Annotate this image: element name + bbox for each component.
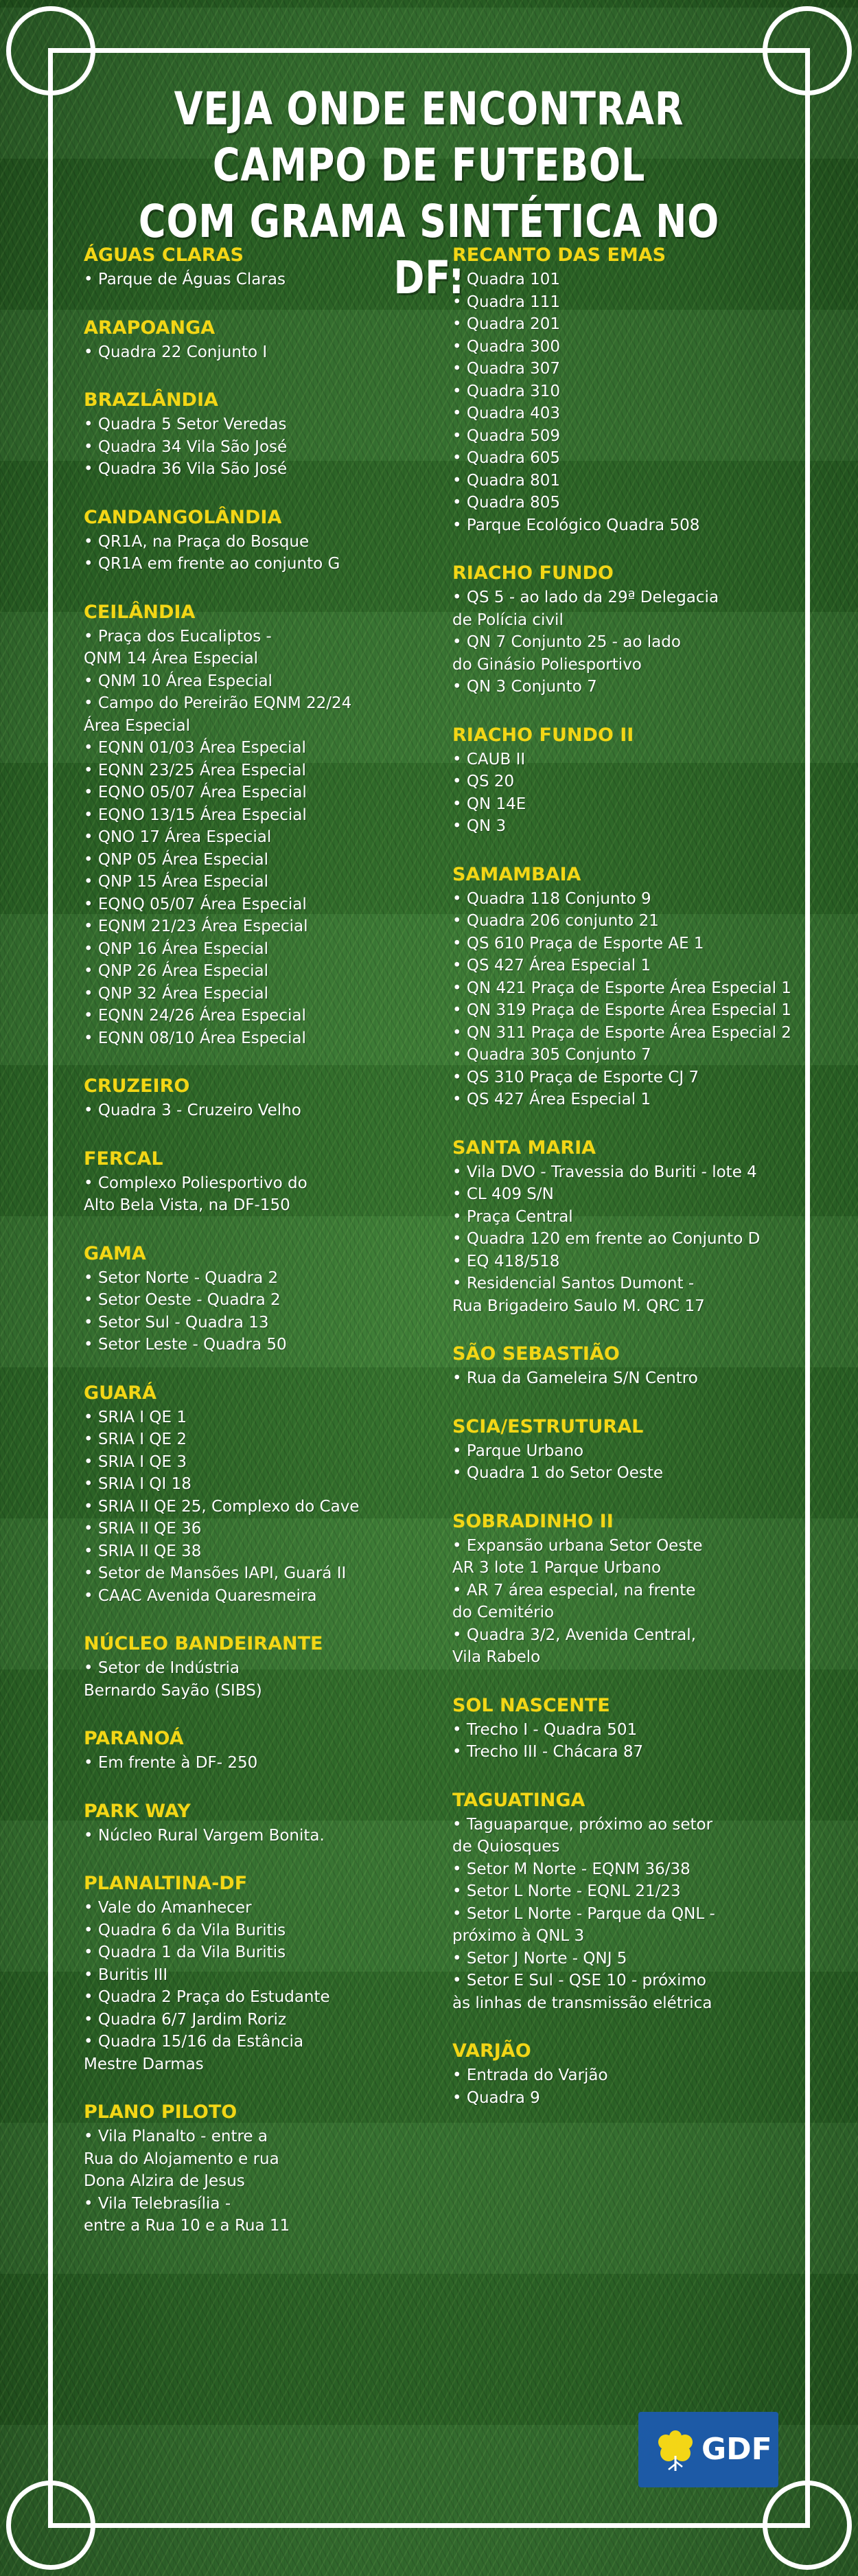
region-name: BRAZLÂNDIA <box>84 389 218 411</box>
location-item: • Setor J Norte - QNJ 5 <box>452 1949 627 1968</box>
title-line-1: VEJA ONDE ENCONTRAR CAMPO DE FUTEBOL <box>174 82 684 192</box>
location-item: • SRIA I QE 1 <box>84 1408 187 1426</box>
gdf-logo <box>638 2412 778 2487</box>
region-block <box>452 863 823 1111</box>
region-name: SCIA/ESTRUTURAL <box>452 1415 644 1437</box>
location-item: • QR1A, na Praça do Bosque <box>84 532 310 551</box>
region-block <box>452 1510 823 1669</box>
location-item: • Quadra 36 Vila São José <box>84 460 288 478</box>
region-block <box>452 244 823 536</box>
location-item: • Quadra 403 <box>452 404 561 422</box>
region-name: PARK WAY <box>84 1800 191 1822</box>
location-item: • Quadra 3/2, Avenida Central, Vila Rabelo <box>452 1626 696 1666</box>
location-item: • Parque de Águas Claras <box>84 271 286 288</box>
location-item: • Campo do Pereirão EQNM 22/24 Área Especial <box>84 694 352 735</box>
region-block <box>84 1632 454 1702</box>
region-name: TAGUATINGA <box>452 1789 585 1811</box>
title-line-2: COM GRAMA SINTÉTICA NO DF: <box>138 195 720 304</box>
location-item: • Quadra 509 <box>452 426 561 445</box>
region-block <box>84 1872 454 2075</box>
location-item: • SRIA II QE 25, Complexo do Cave <box>84 1497 360 1516</box>
location-item: • CL 409 S/N <box>452 1185 554 1203</box>
region-name: CANDANGOLÂNDIA <box>84 506 282 528</box>
location-item: • QN 311 Praça de Esporte Área Especial 2 <box>452 1023 791 1042</box>
region-name: SAMAMBAIA <box>452 863 581 885</box>
location-item: • Setor Leste - Quadra 50 <box>84 1336 287 1354</box>
location-item: • QN 319 Praça de Esporte Área Especial 1 <box>452 1001 791 1019</box>
region-block <box>84 1727 454 1775</box>
location-item: • Quadra 22 Conjunto I <box>84 343 268 361</box>
location-item: • EQNO 05/07 Área Especial <box>84 784 307 801</box>
region-name: SÃO SEBASTIÃO <box>452 1343 620 1365</box>
location-item: • Quadra 111 <box>452 293 561 311</box>
location-item: • EQNQ 05/07 Área Especial <box>84 895 307 913</box>
location-item: • QS 20 <box>452 773 515 790</box>
region-block <box>452 2040 823 2109</box>
region-name: GAMA <box>84 1242 146 1264</box>
region-block <box>84 1075 454 1122</box>
location-item: • Quadra 310 <box>452 382 561 400</box>
location-item: • QNP 16 Área Especial <box>84 939 268 958</box>
location-item: • Quadra 118 Conjunto 9 <box>452 889 651 908</box>
corner-arc-top-left <box>6 6 95 95</box>
region-name: ARAPOANGA <box>84 317 216 339</box>
location-item: • Complexo Poliesportivo do Alto Bela Vista, na DF-150 <box>84 1174 308 1214</box>
location-item: • Quadra 101 <box>452 271 561 288</box>
location-item: • Taguaparque, próximo ao setor de Quiosques <box>452 1815 713 1856</box>
region-block <box>452 724 823 838</box>
location-item: • Setor de Indústria Bernardo Sayão (SIBS) <box>84 1659 262 1700</box>
location-item: • Quadra 1 da Vila Buritis <box>84 1944 286 1961</box>
location-item: • Quadra 9 <box>452 2088 540 2107</box>
region-block <box>452 1137 823 1318</box>
location-item: • Setor Norte - Quadra 2 <box>84 1268 279 1287</box>
location-item: • QN 421 Praça de Esporte Área Especial 1 <box>452 979 791 997</box>
location-item: • Quadra 1 do Setor Oeste <box>452 1464 664 1482</box>
region-block <box>84 1242 454 1356</box>
location-item: • Trecho III - Chácara 87 <box>452 1743 644 1761</box>
location-item: • Quadra 201 <box>452 315 561 333</box>
location-item: • Vale do Amanhecer <box>84 1899 252 1917</box>
location-item: • QNP 15 Área Especial <box>84 873 268 891</box>
location-item: • Quadra 305 Conjunto 7 <box>452 1046 651 1064</box>
location-item: • Vila DVO - Travessia do Buriti - lote 4 <box>452 1163 757 1181</box>
location-item: • Quadra 605 <box>452 449 561 467</box>
region-block <box>84 1148 454 1217</box>
region-block <box>84 2101 454 2237</box>
region-name: CRUZEIRO <box>84 1075 190 1097</box>
region-block <box>84 1382 454 1608</box>
location-item: • Quadra 206 conjunto 21 <box>452 912 659 930</box>
location-item: • Quadra 6 da Vila Buritis <box>84 1921 286 1939</box>
location-item: • QS 610 Praça de Esporte AE 1 <box>452 934 704 953</box>
region-block <box>84 506 454 575</box>
location-item: • EQNN 24/26 Área Especial <box>84 1007 306 1025</box>
location-item: • Vila Telebrasília - entre a Rua 10 e a Rua 11 <box>84 2194 290 2235</box>
location-item: • QN 7 Conjunto 25 - ao lado do Ginásio Poliesportivo <box>452 633 681 674</box>
location-item: • Residencial Santos Dumont - Rua Brigadeiro Saulo M. QRC 17 <box>452 1275 705 1315</box>
location-item: • Setor E Sul - QSE 10 - próximo às linhas de transmissão elétrica <box>452 1972 712 2012</box>
location-item: • Buritis III <box>84 1965 168 1984</box>
region-name: GUARÁ <box>84 1382 156 1404</box>
location-item: • QNO 17 Área Especial <box>84 828 272 846</box>
location-item: • SRIA I QE 2 <box>84 1431 187 1448</box>
location-item: • Quadra 801 <box>452 471 561 490</box>
location-item: • Núcleo Rural Vargem Bonita. <box>84 1826 325 1845</box>
location-item: • Vila Planalto - entre a Rua do Alojamento e rua Dona Alzira de Jesus <box>84 2128 279 2190</box>
region-name: RECANTO DAS EMAS <box>452 244 666 266</box>
location-item: • Quadra 805 <box>452 494 561 512</box>
corner-arc-bottom-right <box>763 2481 852 2570</box>
region-name: RIACHO FUNDO II <box>452 724 634 746</box>
location-item: • EQNM 21/23 Área Especial <box>84 917 308 935</box>
ipe-flower-icon <box>651 2426 700 2475</box>
region-block <box>452 1343 823 1390</box>
region-name: VARJÃO <box>452 2040 531 2062</box>
corner-arc-top-right <box>763 6 852 95</box>
location-item: • Quadra 15/16 da Estância Mestre Darmas <box>84 2033 304 2073</box>
region-name: PLANALTINA-DF <box>84 1873 248 1894</box>
location-item: • QNM 10 Área Especial <box>84 672 273 690</box>
location-item: • QS 427 Área Especial 1 <box>452 957 651 974</box>
location-item: • Parque Urbano <box>452 1441 584 1460</box>
location-item: • CAUB II <box>452 750 526 768</box>
region-block <box>452 1415 823 1485</box>
location-item: • Quadra 300 <box>452 337 561 356</box>
location-item: • Setor de Mansões IAPI, Guará II <box>84 1564 347 1582</box>
location-item: • EQ 418/518 <box>452 1252 560 1270</box>
gdf-logo-text: GDF <box>702 2432 772 2467</box>
location-item: • QR1A em frente ao conjunto G <box>84 555 340 573</box>
location-item: • EQNN 01/03 Área Especial <box>84 739 306 757</box>
location-item: • Quadra 34 Vila São José <box>84 437 288 456</box>
right-column <box>452 244 823 2109</box>
region-block <box>452 1694 823 1764</box>
region-name: SOBRADINHO II <box>452 1510 614 1532</box>
corner-arc-bottom-left <box>6 2481 95 2570</box>
location-item: • Setor L Norte - Parque da QNL - próximo à QNL 3 <box>452 1904 715 1945</box>
region-block <box>84 317 454 364</box>
location-item: • SRIA I QI 18 <box>84 1475 192 1493</box>
region-block <box>84 244 454 291</box>
location-item: • QN 3 <box>452 817 507 835</box>
location-item: • Praça Central <box>452 1207 573 1226</box>
location-item: • Setor L Norte - EQNL 21/23 <box>452 1882 681 1900</box>
location-item: • QN 3 Conjunto 7 <box>452 678 597 696</box>
location-item: • EQNN 08/10 Área Especial <box>84 1029 306 1047</box>
region-name: PLANO PILOTO <box>84 2101 237 2123</box>
location-item: • SRIA I QE 3 <box>84 1452 187 1471</box>
location-item: • QN 14E <box>452 795 526 813</box>
region-block <box>84 389 454 481</box>
location-item: • Setor M Norte - EQNM 36/38 <box>452 1860 691 1878</box>
location-item: • QS 5 - ao lado da 29ª Delegacia de Polícia civil <box>452 589 719 629</box>
location-item: • Trecho I - Quadra 501 <box>452 1720 638 1739</box>
location-item: • Rua da Gameleira S/N Centro <box>452 1369 698 1387</box>
location-item: • EQNO 13/15 Área Especial <box>84 806 307 824</box>
location-item: • Quadra 3 - Cruzeiro Velho <box>84 1102 301 1119</box>
left-column <box>84 244 454 2237</box>
location-item: • Quadra 2 Praça do Estudante <box>84 1988 330 2006</box>
region-name: FERCAL <box>84 1148 163 1170</box>
region-name: RIACHO FUNDO <box>452 562 614 584</box>
location-item: • SRIA II QE 36 <box>84 1520 202 1538</box>
location-item: • Setor Oeste - Quadra 2 <box>84 1291 281 1309</box>
location-item: • CAAC Avenida Quaresmeira <box>84 1586 317 1605</box>
region-block <box>84 1800 454 1847</box>
location-item: • Quadra 6/7 Jardim Roriz <box>84 2010 287 2029</box>
location-item: • QS 310 Praça de Esporte CJ 7 <box>452 1068 699 1086</box>
location-item: • Quadra 120 em frente ao Conjunto D <box>452 1230 761 1248</box>
region-block <box>84 601 454 1050</box>
region-name: NÚCLEO BANDEIRANTE <box>84 1633 323 1654</box>
location-item: • QS 427 Área Especial 1 <box>452 1091 651 1108</box>
region-name: SANTA MARIA <box>452 1137 596 1159</box>
location-item: • Entrada do Varjão <box>452 2066 608 2084</box>
location-item: • AR 7 área especial, na frente do Cemitério <box>452 1581 696 1621</box>
region-name: ÁGUAS CLARAS <box>84 244 244 266</box>
location-item: • EQNN 23/25 Área Especial <box>84 761 306 779</box>
location-item: • Praça dos Eucaliptos - QNM 14 Área Especial <box>84 627 272 668</box>
region-name: PARANOÁ <box>84 1728 184 1749</box>
region-name: CEILÂNDIA <box>84 601 196 623</box>
location-item: • QNP 26 Área Especial <box>84 962 268 980</box>
location-item: • SRIA II QE 38 <box>84 1542 202 1560</box>
region-block <box>452 1789 823 2015</box>
location-item: • Setor Sul - Quadra 13 <box>84 1313 269 1332</box>
region-block <box>452 562 823 698</box>
location-item: • Em frente à DF- 250 <box>84 1754 258 1772</box>
location-item: • Quadra 307 <box>452 360 561 378</box>
location-item: • Quadra 5 Setor Veredas <box>84 415 287 433</box>
location-item: • QNP 32 Área Especial <box>84 984 268 1003</box>
region-name: SOL NASCENTE <box>452 1694 610 1716</box>
location-item: • Parque Ecológico Quadra 508 <box>452 516 700 534</box>
location-item: • Expansão urbana Setor Oeste AR 3 lote 1 Parque Urbano <box>452 1536 703 1577</box>
location-item: • QNP 05 Área Especial <box>84 850 268 869</box>
